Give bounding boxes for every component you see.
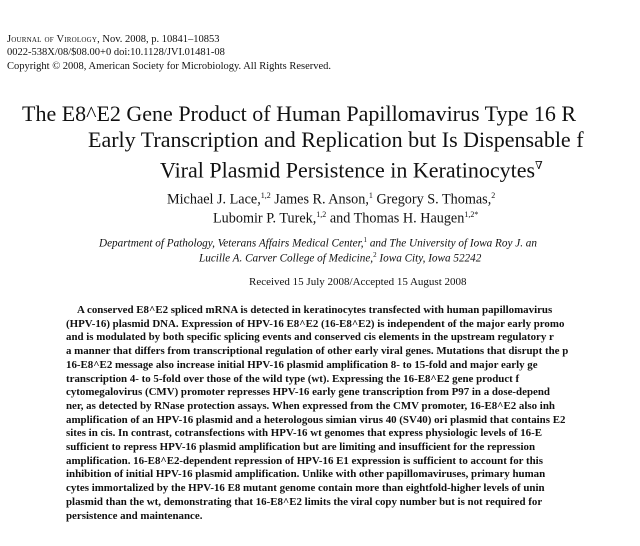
author-name: and Thomas H. Haugen — [326, 210, 465, 227]
abstract-line: cytes immortalized by the HPV-16 E8 mutant genome contain more than eightfold-higher levels of unin — [66, 482, 545, 495]
abstract-line: ner, as detected by RNase protection assays. When expressed from the CMV promoter, 16-E8^E2 also inh — [66, 399, 555, 412]
author-affil-sup: 2 — [491, 191, 496, 200]
author-name: Gregory S. Thomas, — [372, 191, 492, 208]
abstract-line: persistence and maintenance. — [66, 509, 203, 522]
journal-name: Journal of Virology — [7, 34, 98, 45]
issn-doi-line: 0022-538X/08/$08.00+0 doi:10.1128/JVI.01481-08 — [7, 47, 225, 59]
author-affil-sup: 1,2 — [260, 191, 271, 200]
received-accepted-dates: Received 15 July 2008/Accepted 15 August 2008 — [249, 276, 467, 288]
author-line-2 — [213, 206, 478, 228]
abstract-line: cytomegalovirus (CMV) promoter represses HPV-16 early gene transcription from P97 in a dose-depend — [66, 386, 550, 399]
abstract-line: A conserved E8^E2 spliced mRNA is detected in keratinocytes transfected with human papillomavirus — [77, 304, 553, 316]
title-line-1: The E8^E2 Gene Product of Human Papillomavirus Type 16 R — [22, 101, 577, 126]
author-name: Lubomir P. Turek, — [213, 210, 317, 227]
abstract-line: sites in cis. In contrast, cotransfections with HPV-16 wt genomes that express physiologic levels of 16-E — [66, 427, 543, 440]
copyright-line: Copyright © 2008, American Society for Microbiology. All Rights Reserved. — [7, 60, 332, 72]
abstract — [66, 304, 568, 523]
affiliation-line-2: Lucille A. Carver College of Medicine,$^2$ Iowa City, Iowa 52242 — [199, 251, 482, 265]
abstract-line: sufficient to repress HPV-16 plasmid amplification but are limiting and insufficient for the repression — [66, 441, 536, 454]
abstract-line: inhibition of initial HPV-16 plasmid amplification. Unlike with other papillomaviruses, primary human — [66, 468, 546, 481]
abstract-line: amplification of an HPV-16 plasmid and a heterologous simian virus 40 (SV40) ori plasmid that contains E2 — [66, 413, 566, 426]
issue-info: , Nov. 2008, p. 10841–10853 — [97, 34, 220, 45]
author-affil-sup: 1,2 — [316, 210, 327, 219]
abstract-line: (HPV-16) plasmid DNA. Expression of HPV-16 E8^E2 (16-E8^E2) is independent of the major early promo — [66, 317, 565, 330]
abstract-line: amplification. 16-E8^E2-dependent repression of HPV-16 E1 expression is sufficient to account for this — [66, 454, 543, 467]
footnote-mark: ∇ — [535, 160, 543, 172]
citation-line — [7, 33, 331, 46]
title-line-3: Viral Plasmid Persistence in Keratinocytes∇ — [160, 157, 543, 183]
affiliation-line-1: Department of Pathology, Veterans Affairs Medical Center,$^1$ and The University of Iowa Roy J. an — [99, 236, 537, 250]
author-name: Michael J. Lace, — [167, 191, 261, 208]
author-affil-sup: 1,2* — [464, 210, 479, 219]
abstract-line: plasmid than the wt, demonstrating that 16-E8^E2 limits the viral copy number but is not required for — [66, 495, 543, 508]
abstract-line: transcription 4- to 5-fold over those of the wild type (wt). Expressing the 16-E8^E2 gene product f — [66, 372, 520, 385]
author-name: James R. Anson, — [270, 191, 369, 208]
abstract-line: and is modulated by both specific splicing events and conserved cis elements in the upstream regulatory r — [66, 331, 554, 344]
journal-header — [7, 33, 331, 73]
abstract-line: 16-E8^E2 message also increase initial HPV-16 plasmid amplification 8- to 15-fold and major early ge — [66, 358, 538, 371]
title-line-2: Early Transcription and Replication but Is Dispensable f — [88, 127, 584, 152]
abstract-line: a manner that differs from transcriptional regulation of other early viral genes. Mutations that disrupt the p — [66, 345, 569, 358]
author-affil-sup: 1 — [368, 191, 373, 200]
